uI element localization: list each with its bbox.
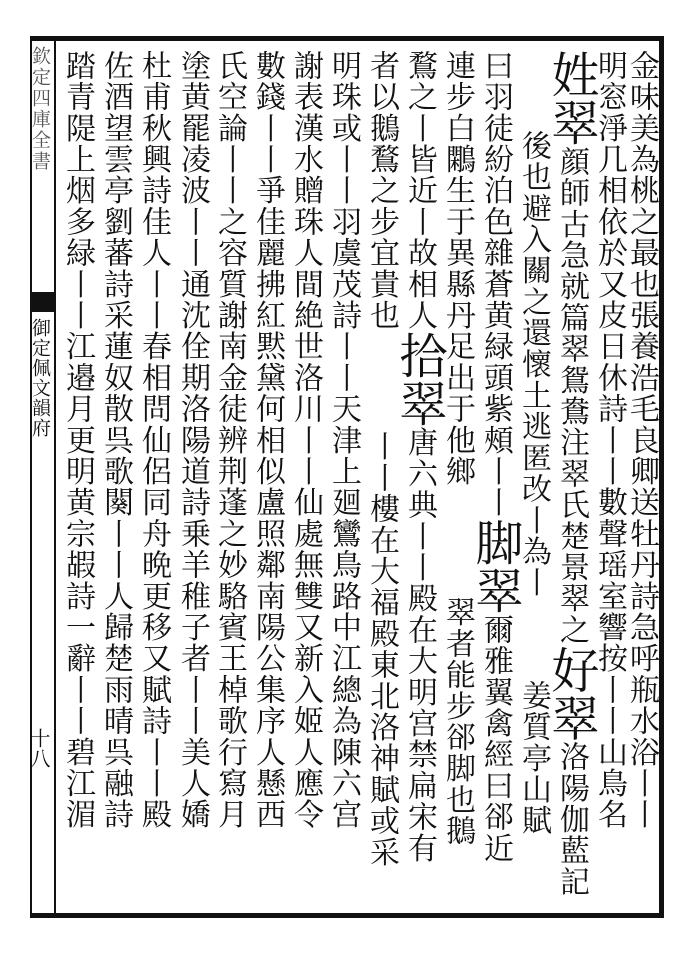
column-text: 金味美為桃之最也張養浩毛良卿送牡丹詩急呼瓶水浴丨丨 [624, 50, 659, 830]
column-text: 謝表漢水贈珠人間絶世洛川丨丨仙處無雙又新入姬人應令 [288, 50, 323, 830]
text-column-14 [136, 50, 170, 830]
column-text: 連步白鷴生于異縣丹足出于他鄉 [440, 50, 475, 487]
entry-heading: 好翠 [543, 645, 599, 742]
text-column-11 [250, 50, 284, 830]
fishtail-mark [30, 292, 54, 312]
column-text: 姜質亭山賦 [516, 680, 551, 836]
column-text: 唐六典丨丨殿在大明宫禁扁宋有 [402, 426, 437, 864]
text-column-7 [391, 50, 447, 864]
text-column-1 [624, 50, 658, 830]
column-text: 爾雅翼禽經曰郤近 [478, 614, 513, 864]
collection-title: 欽定四庫全書 [29, 46, 51, 172]
text-column-4 [516, 50, 550, 836]
column-text: 洛陽伽藍記 [554, 741, 589, 898]
column-text: 氏空論丨丨之容質謝南金徒辨荆蓬之妙駱賓王棹歌行寫月 [212, 50, 247, 830]
column-text: 翠者能步郤脚也鵝 [440, 596, 475, 847]
column-text: 杜甫秋興詩佳人丨丨春相問仙侶同舟晩更移又賦詩丨丨殿 [136, 50, 171, 830]
text-column-8 [364, 50, 398, 868]
column-text: 塗黄罷凌波丨丨通沈佺期洛陽道詩乗羊稚子者丨丨美人嬌 [175, 50, 210, 830]
page-number: 十八 [27, 728, 51, 768]
top-border [30, 36, 664, 41]
text-column-3 [543, 50, 599, 898]
text-column-9 [326, 50, 360, 830]
text-column-6 [440, 50, 474, 846]
column-text: 後也避入關之還懷土逃匿改丨為丨 [516, 130, 551, 598]
column-text: 佐酒望雲亭劉蕃詩采蓮奴散呉歌闋丨丨人歸楚雨晴呉融詩 [98, 50, 133, 830]
column-text: 鶩之丨皆近丨故相人 [402, 50, 437, 331]
book-title: 御定佩文韻府 [29, 318, 51, 438]
text-column-10 [288, 50, 322, 830]
column-text: 顔師古急就篇翠鴛鴦注翠氏楚景翠之 [554, 146, 589, 646]
bottom-border [30, 913, 664, 918]
column-text: 者以鵝鶩之步宜貴也 [364, 50, 399, 331]
entry-heading: 姓翠 [543, 50, 599, 146]
text-column-5 [467, 50, 523, 864]
right-border [659, 36, 664, 918]
entry-heading: 脚翠 [467, 518, 523, 614]
column-text: 明窓淨几相依於又皮日休詩丨丨數聲瑶室響按丨丨山鳥名 [592, 50, 627, 830]
text-column-13 [175, 50, 209, 830]
text-column-16 [60, 50, 94, 830]
entry-heading: 拾翠 [391, 330, 447, 427]
text-column-12 [212, 50, 246, 830]
column-text: 明珠或丨丨羽虞茂詩丨丨天津上廻鸞鳥路中江總為陳六宫 [326, 50, 361, 830]
column-text: 踏青隄上烟多緑丨丨江邉月更明黄宗嘏詩一辭丨丨碧江湄 [60, 50, 95, 830]
column-text: 丨丨樓在大福殿東北洛神賦或采 [364, 430, 399, 868]
margin-divider [54, 36, 56, 918]
column-text: 數錢丨丨爭佳麗拂紅黙黛何相似盧照鄰南陽公集序人懸西 [250, 50, 285, 830]
column-text: 曰羽徒紛泊色雜蒼黄緑頭紫頰丨丨 [478, 50, 513, 518]
text-column-15 [98, 50, 132, 830]
